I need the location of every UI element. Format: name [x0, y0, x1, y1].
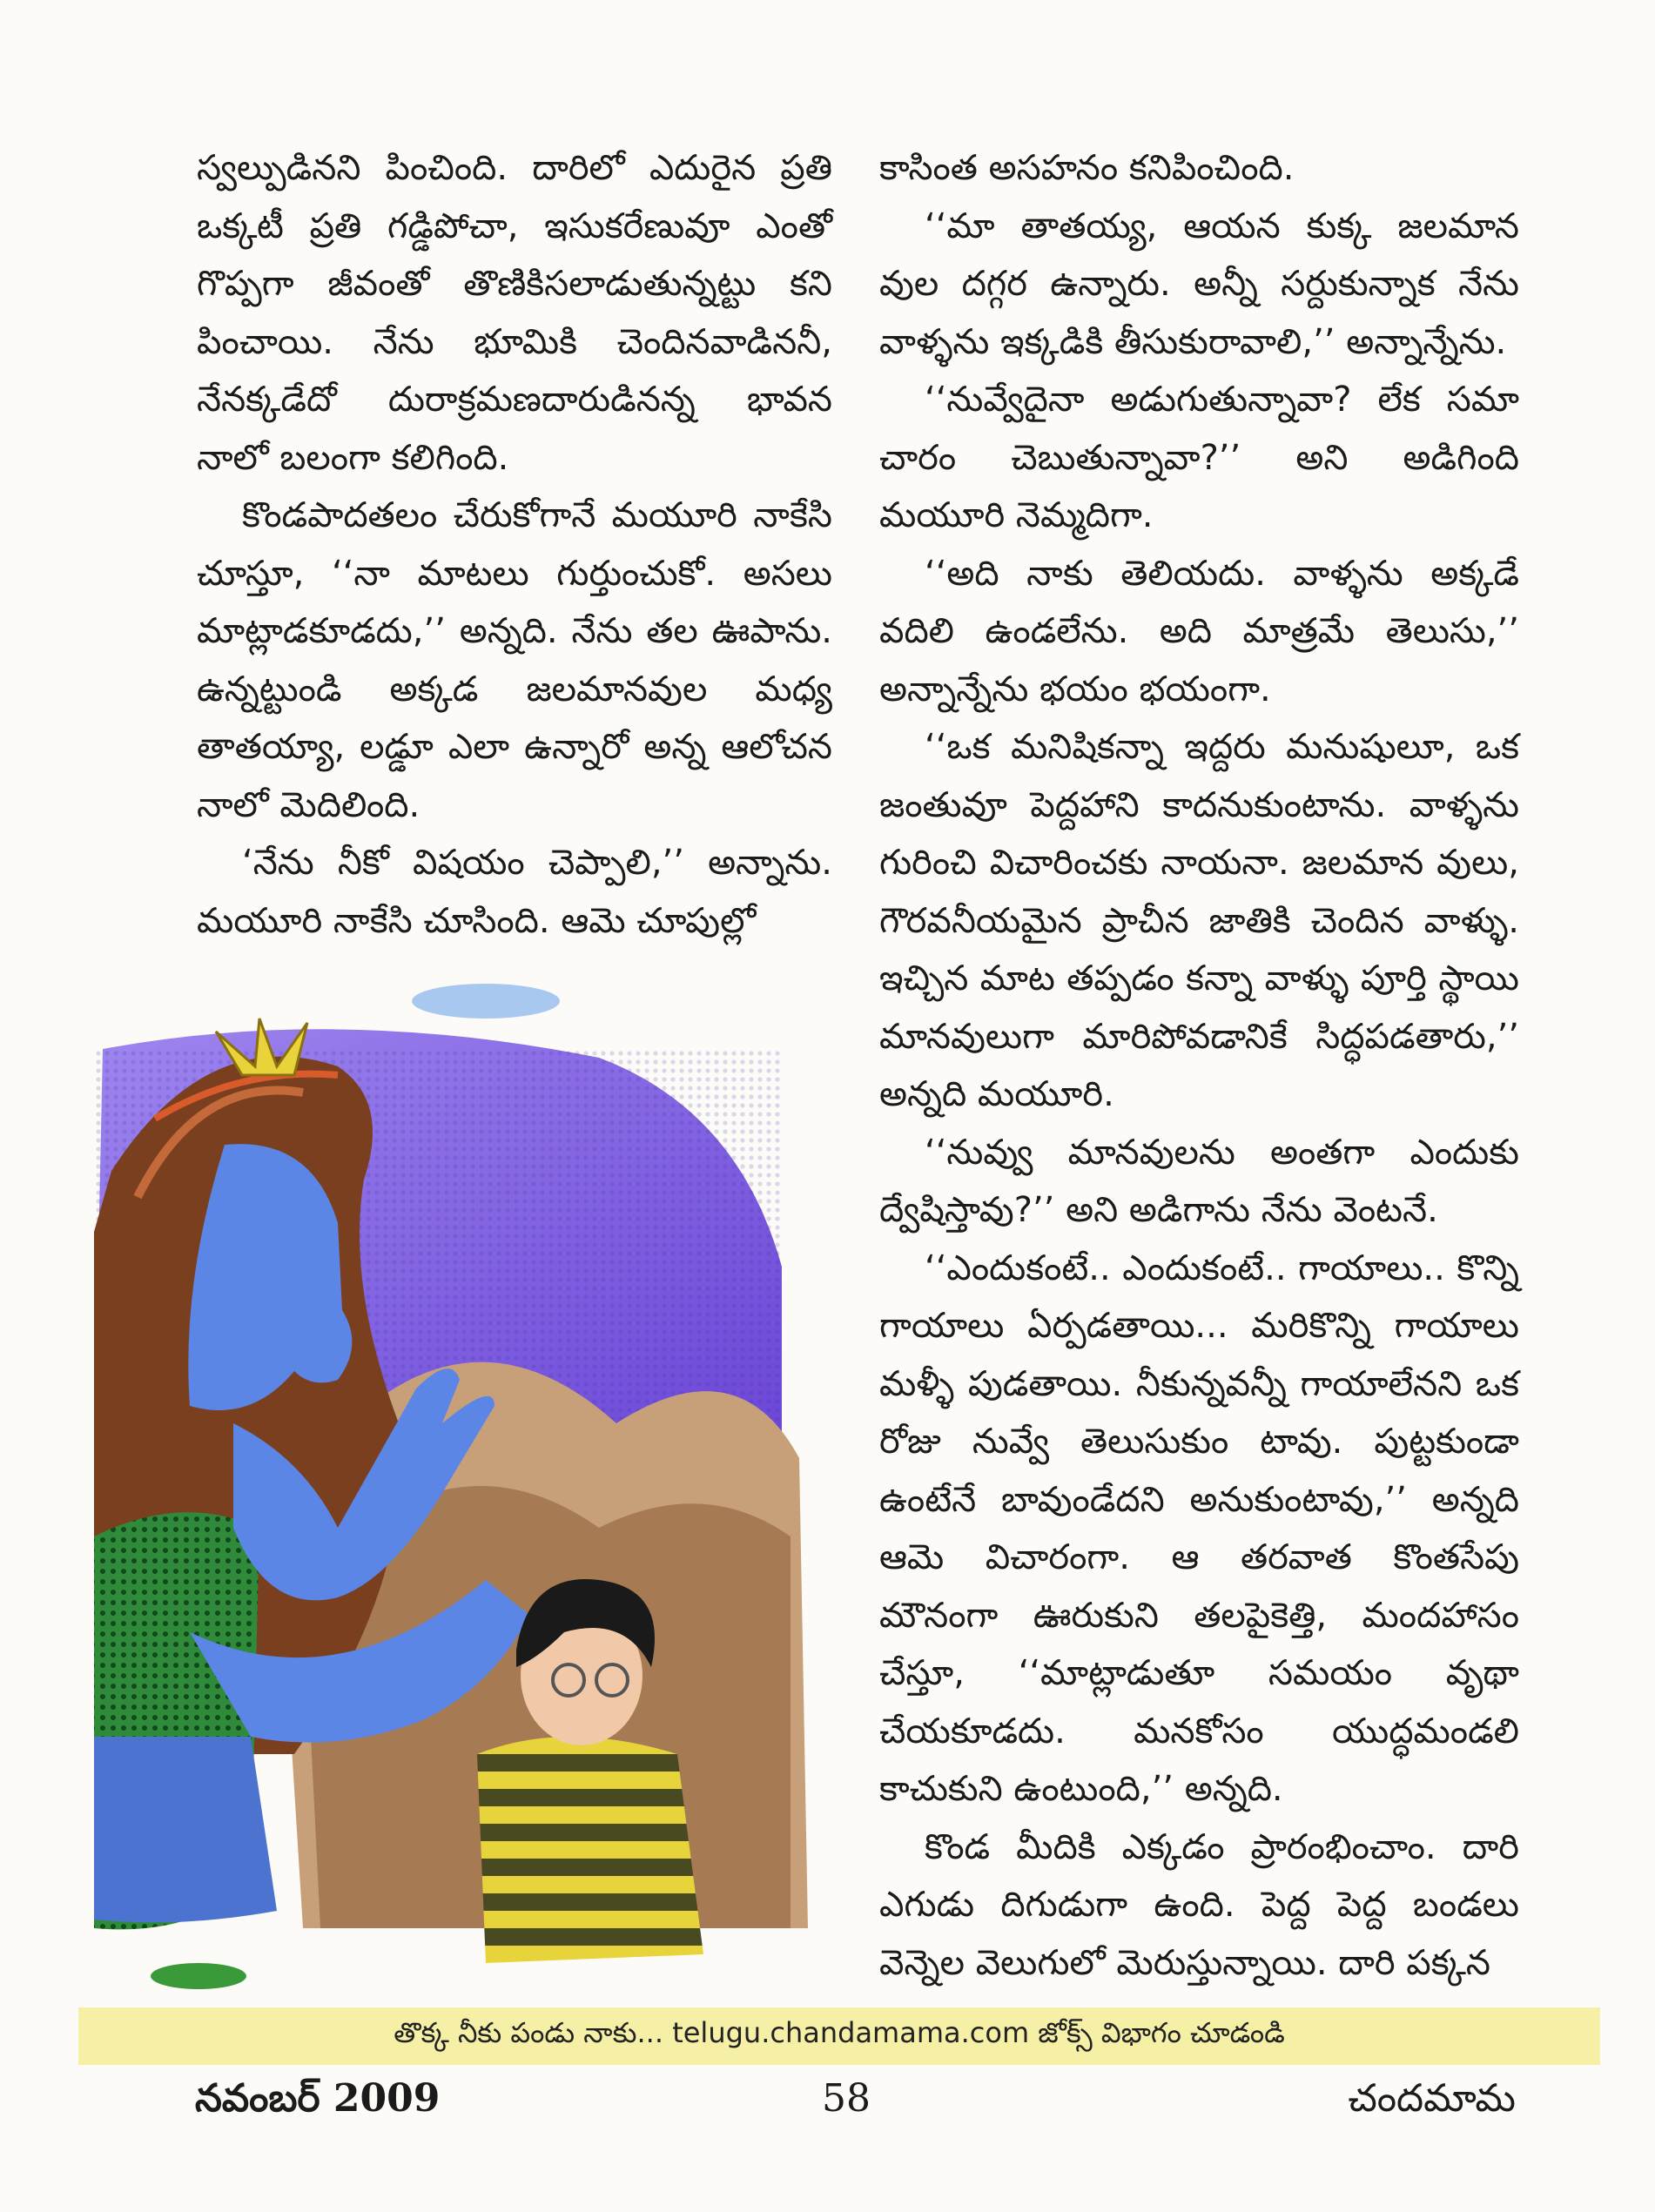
- ground-spot: [151, 1963, 246, 1989]
- paragraph: కొండ మీదికి ఎక్కడం ప్రారంభించాం. దారి ఎగుడు దిగుడుగా ఉంది. పెద్ద పెద్ద బండలు వెన్నెల వెలుగులో మెరుస్తున్నాయి. దారి పక్కన: [879, 1826, 1519, 1983]
- magazine-name: చందమామ: [1348, 2076, 1516, 2121]
- story-illustration: [77, 971, 843, 1993]
- paragraph: ‘‘మా తాతయ్య, ఆయన కుక్క జలమాన వుల దగ్గర ఉన్నారు. అన్నీ సర్దుకున్నాక నేను వాళ్ళను ఇక్కడికి తీసుకురావాలి,’’ అన్నాన్నేను.: [879, 205, 1519, 362]
- footer-month-year: నవంబర్ 2009: [195, 2076, 441, 2121]
- paragraph: ‘‘ఎందుకంటే.. ఎందుకంటే.. గాయాలు.. కొన్ని గాయాలు ఏర్పడతాయి... మరికొన్ని గాయాలు మళ్ళీ పుడతాయి. నీకున్నవన్నీ గాయాలేనని ఒక రోజు నువ్వే తెలుసుకుం టావు. పుట్టకుండా ఉంటేనే బావుండేదని అనుకుంటావు,’’ అన్నది ఆమె విచారంగా. ఆ తరవాత కొంతసేపు మౌనంగా ఊరుకుని తలపైకెత్తి, మందహాసం చేస్తూ, ‘‘మాట్లాడుతూ సమయం వృథా చేయకూడదు. మనకోసం యుద్ధమండలి కాచుకుని ఉంటుంది,’’ అన్నది.: [879, 1247, 1519, 1809]
- right-text-column: [879, 139, 1519, 1992]
- paragraph: ‘‘ఒక మనిషికన్నా ఇద్దరు మనుషులూ, ఒక జంతువూ పెద్దహాని కాదనుకుంటాను. వాళ్ళను గురించి విచారించకు నాయనా. జలమాన వులు, గౌరవనీయమైన ప్రాచీన జాతికి చెందిన వాళ్ళు. ఇచ్చిన మాట తప్పడం కన్నా వాళ్ళు పూర్తి స్థాయి మానవులుగా మారిపోవడానికే సిద్ధపడతారు,’’ అన్నది మయూరి.: [879, 727, 1519, 1114]
- paragraph: కొండపాదతలం చేరుకోగానే మయూరి నాకేసి చూస్తూ, ‘‘నా మాటలు గుర్తుంచుకో. అసలు మాట్లాడకూడదు,’’ అన్నది. నేను తల ఊపాను. ఉన్నట్టుండి అక్కడ జలమానవుల మధ్య తాతయ్యా, లడ్డూ ఎలా ఉన్నారో అన్న ఆలోచన నాలో మెదిలింది.: [197, 495, 832, 825]
- paragraph: ‘‘నువ్వు మానవులను అంతగా ఎందుకు ద్వేషిస్తావు?’’ అని అడిగాను నేను వెంటనే.: [879, 1132, 1519, 1230]
- paragraph: ‘నేను నీకో విషయం చెప్పాలి,’’ అన్నాను. మయూరి నాకేసి చూసింది. ఆమె చూపుల్లో: [197, 843, 832, 941]
- promo-banner: తొక్క నీకు పండు నాకు... telugu.chandamama.com జోక్స్ విభాగం చూడండి: [78, 2007, 1600, 2065]
- paragraph: స్వల్పుడినని పించింది. దారిలో ఎదురైన ప్రతి ఒక్కటీ ప్రతి గడ్డిపోచా, ఇసుకరేణువూ ఎంతో గొప్పగా జీవంతో తొణికిసలాడుతున్నట్టు కని పించాయి. నేను భూమికి చెందినవాడిననీ, నేనక్కడేదో దురాక్రమణదారుడినన్న భావన నాలో బలంగా కలిగింది.: [197, 148, 832, 478]
- left-text-column: [197, 139, 832, 950]
- paragraph: కాసింత అసహనం కనిపించింది.: [879, 148, 1295, 188]
- boy-sweater: [477, 1737, 703, 1963]
- paragraph: ‘‘అది నాకు తెలియదు. వాళ్ళను అక్కడే వదిలి ఉండలేను. అది మాత్రమే తెలుసు,’’ అన్నాన్నేను భయం భయంగా.: [879, 553, 1519, 709]
- paragraph: ‘‘నువ్వేదైనా అడుగుతున్నావా? లేక సమా చారం చెబుతున్నావా?’’ అని అడిగింది మయూరి నెమ్మదిగా.: [879, 380, 1519, 535]
- page-number: 58: [822, 2076, 871, 2121]
- light-oval: [412, 984, 560, 1019]
